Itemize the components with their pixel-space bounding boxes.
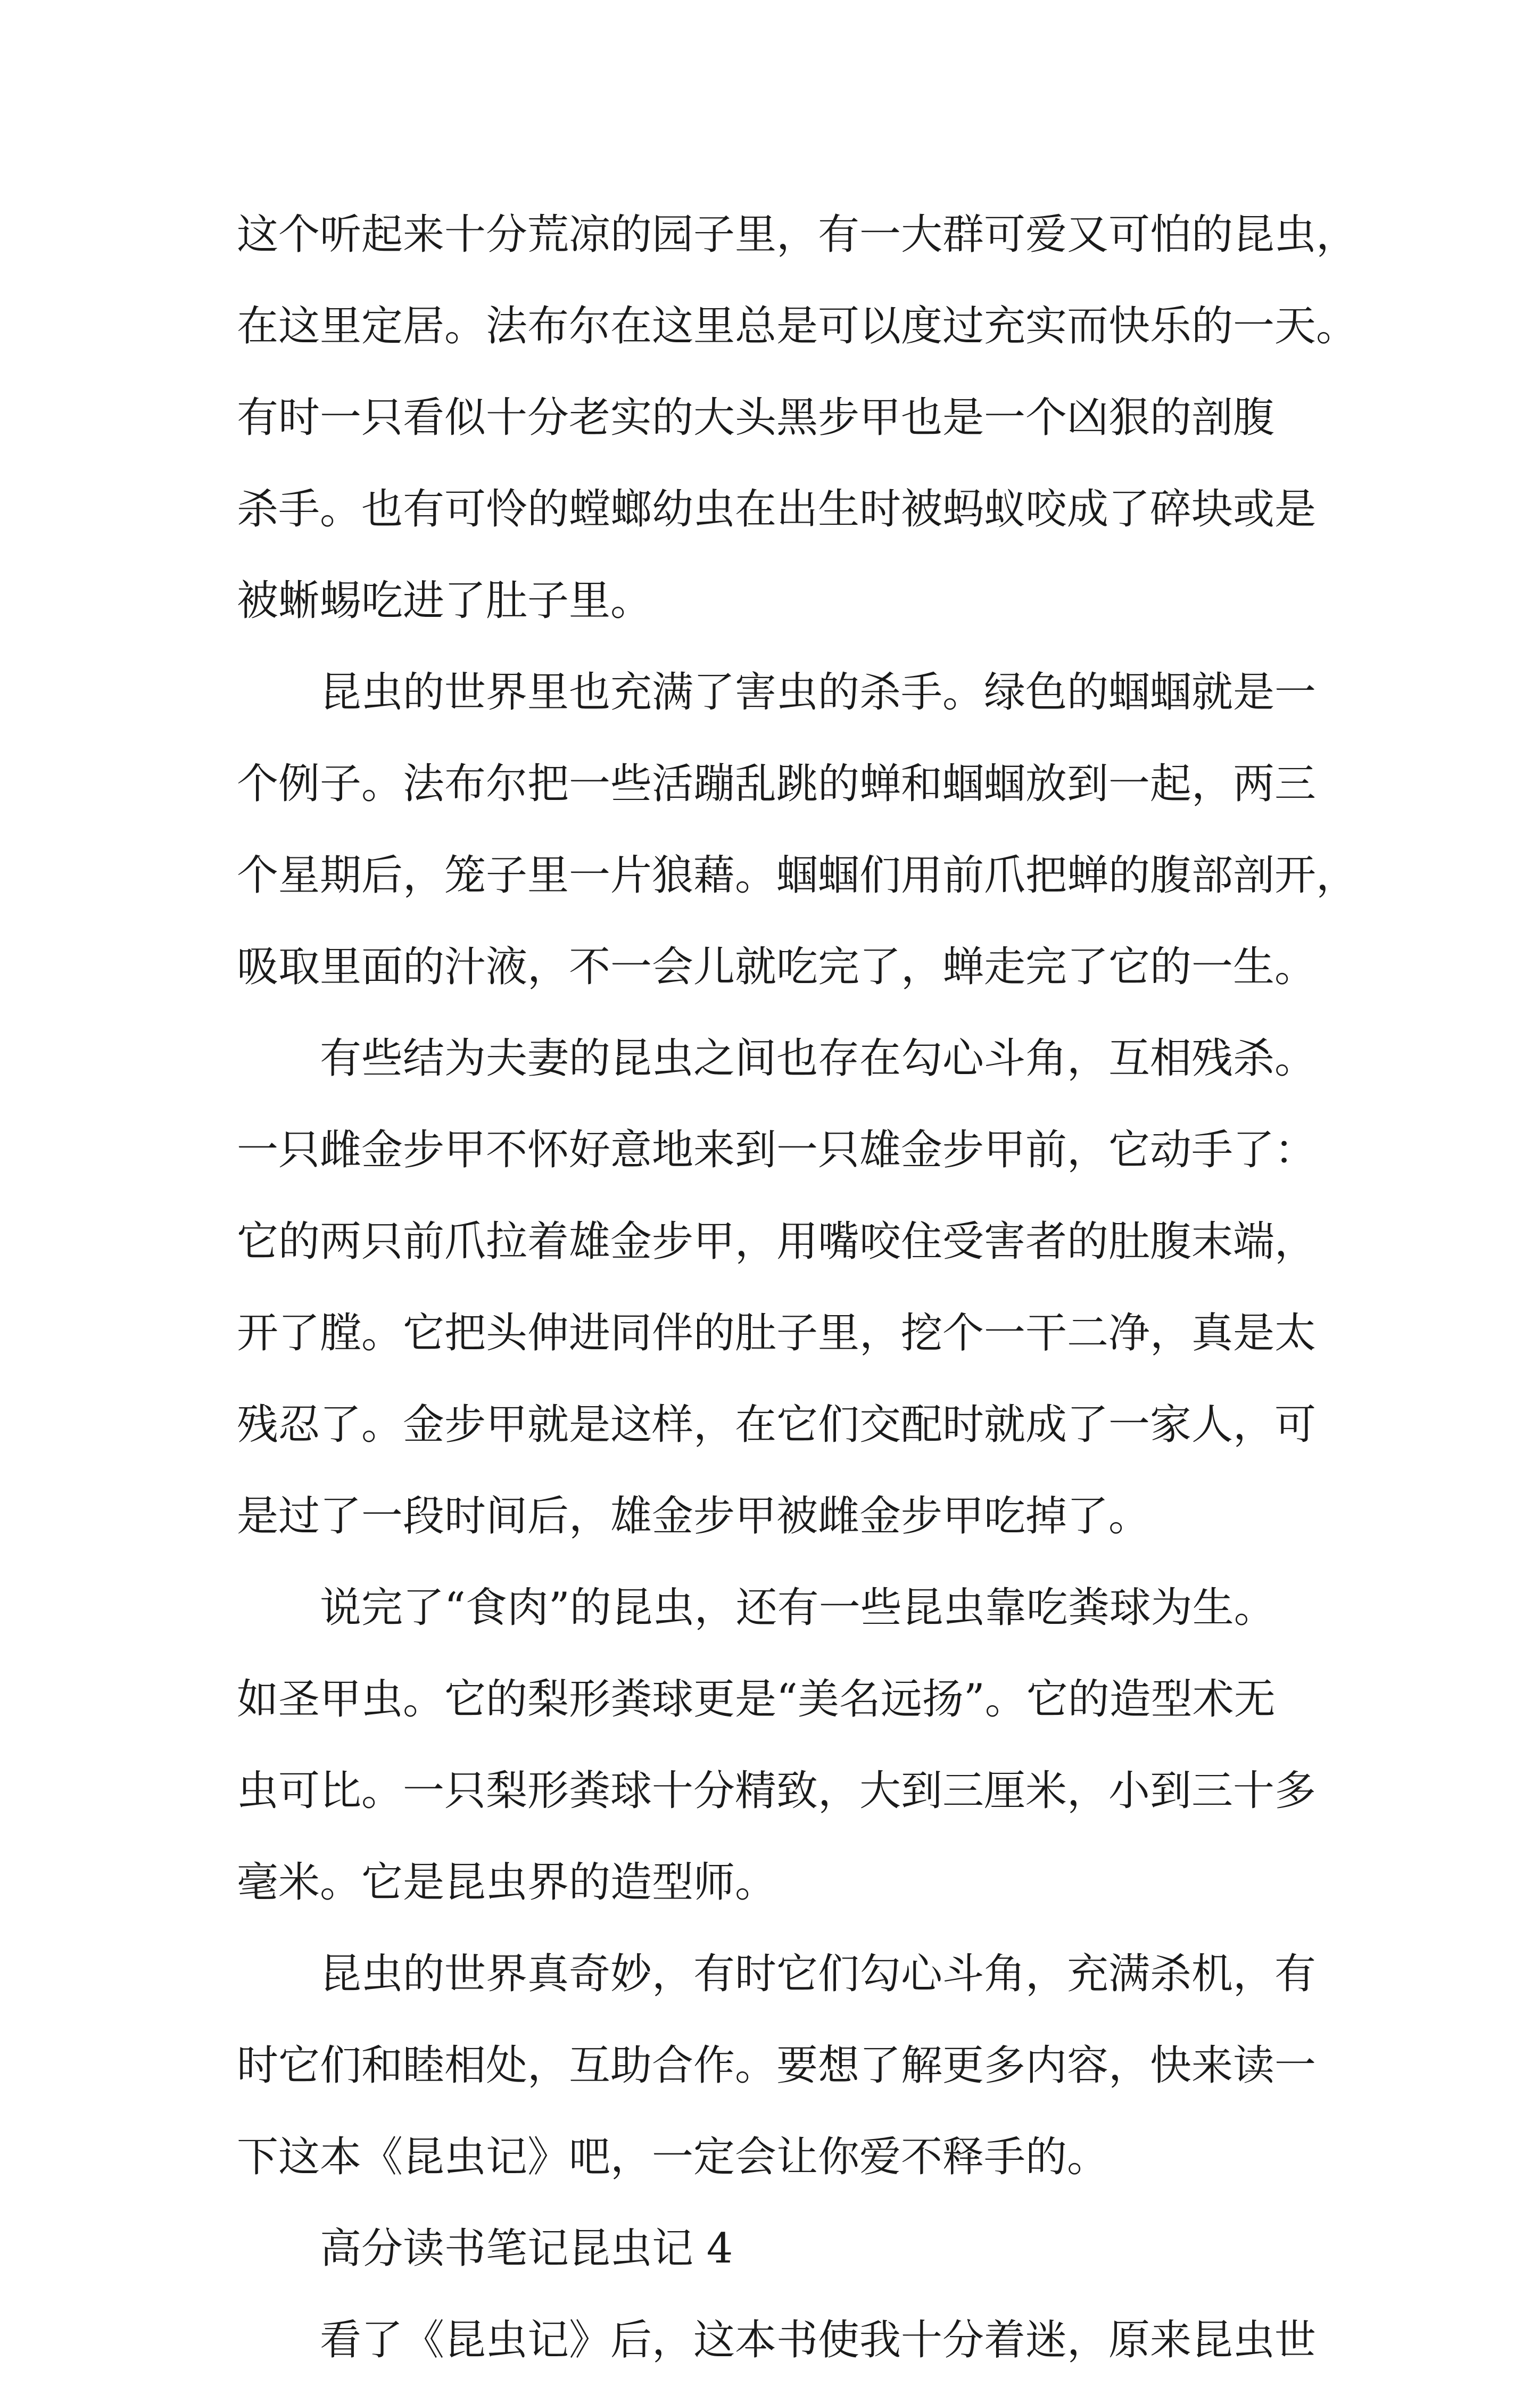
text-line: 开了膛。它把头伸进同伴的肚子里，挖个一干二净，真是太 — [237, 1309, 1317, 1357]
text-line: 有些结为夫妻的昆虫之间也存在勾心斗角，互相残杀。 — [320, 1035, 1317, 1083]
text-line: 一只雌金步甲不怀好意地来到一只雄金步甲前，它动手了： — [237, 1126, 1317, 1174]
text-line: 如圣甲虫。它的梨形粪球更是“美名远扬”。它的造型术无 — [237, 1675, 1276, 1723]
text-line: 杀手。也有可怜的螳螂幼虫在出生时被蚂蚁咬成了碎块或是 — [237, 485, 1317, 533]
text-line: 说完了“食肉”的昆虫，还有一些昆虫靠吃粪球为生。 — [320, 1584, 1276, 1632]
text-line: 吸取里面的汁液，不一会儿就吃完了，蝉走完了它的一生。 — [237, 943, 1317, 991]
text-line: 这个听起来十分荒凉的园子里，有一大群可爱又可怕的昆虫， — [237, 211, 1358, 259]
body-text — [237, 189, 1358, 2386]
text-line: 看了《昆虫记》后，这本书使我十分着迷，原来昆虫世 — [320, 2316, 1317, 2364]
text-line: 残忍了。金步甲就是这样，在它们交配时就成了一家人，可 — [237, 1401, 1317, 1449]
text-line: 它的两只前爪拉着雄金步甲，用嘴咬住受害者的肚腹末端， — [237, 1218, 1317, 1266]
text-line: 高分读书笔记昆虫记 4 — [320, 2225, 733, 2273]
text-line: 毫米。它是昆虫界的造型师。 — [237, 1859, 777, 1906]
text-line: 昆虫的世界真奇妙，有时它们勾心斗角，充满杀机，有 — [320, 1950, 1317, 1998]
text-line: 时它们和睦相处，互助合作。要想了解更多内容，快来读一 — [237, 2042, 1317, 2090]
text-line: 个星期后，笼子里一片狼藉。蝈蝈们用前爪把蝉的腹部剖开， — [237, 852, 1358, 899]
text-line: 昆虫的世界里也充满了害虫的杀手。绿色的蝈蝈就是一 — [320, 668, 1317, 716]
text-line: 个例子。法布尔把一些活蹦乱跳的蝉和蝈蝈放到一起，两三 — [237, 760, 1317, 808]
text-line: 有时一只看似十分老实的大头黑步甲也是一个凶狠的剖腹 — [237, 394, 1275, 442]
text-line: 是过了一段时间后，雄金步甲被雌金步甲吃掉了。 — [237, 1492, 1150, 1540]
text-line: 虫可比。一只梨形粪球十分精致，大到三厘米，小到三十多 — [237, 1767, 1317, 1815]
text-line: 下这本《昆虫记》吧，一定会让你爱不释手的。 — [237, 2133, 1109, 2181]
text-line: 在这里定居。法布尔在这里总是可以度过充实而快乐的一天。 — [237, 302, 1358, 350]
text-line: 被蜥蜴吃进了肚子里。 — [237, 577, 652, 625]
